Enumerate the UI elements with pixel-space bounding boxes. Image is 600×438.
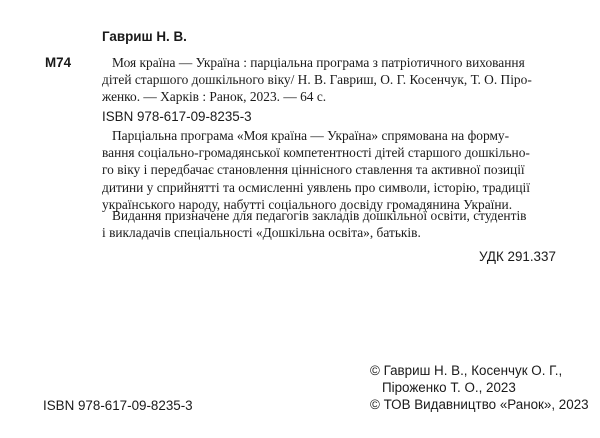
annotation-line: го віку і передбачає становлення ціннісного ставлення та активної позиції	[102, 162, 525, 178]
annotation-line: Видання призначене для педагогів закладів дошкільної освіти, студентів	[112, 208, 527, 223]
annotation-line: і викладачів спеціальності «Дошкільна освіта», батьків.	[102, 225, 421, 241]
isbn-bottom: ISBN 978-617-09-8235-3	[43, 398, 193, 413]
copyright-line: © Гавриш Н. В., Косенчук О. Г.,	[370, 363, 563, 378]
author-heading: Гавриш Н. В.	[102, 29, 187, 44]
annotation-line: дитини у сприйнятті та осмисленні уявлень про символи, історію, традиції	[102, 179, 530, 195]
copyright-block	[370, 362, 589, 414]
description-line: женко. — Харків : Ранок, 2023. — 64 с.	[102, 89, 327, 105]
copyright-line: Піроженко Т. О., 2023	[382, 380, 516, 396]
description-line: Моя країна — Україна : парціальна програма з патріотичного виховання	[112, 55, 525, 70]
annotation-line: українського народу, набутті соціального досвіду громадянина України.	[102, 196, 513, 212]
bibliographic-description	[102, 54, 564, 106]
copyright-line: © ТОВ Видавництво «Ранок», 2023	[370, 397, 589, 413]
description-line: дітей старшого дошкільного віку/ Н. В. Гавриш, О. Г. Косенчук, Т. О. Піро-	[102, 72, 532, 88]
annotation-line: вання соціально-громадянської компетентності дітей старшого дошкільно-	[102, 145, 530, 161]
annotation-paragraph-1	[102, 127, 567, 213]
annotation-line: Парціальна програма «Моя країна — Україна» спрямована на форму-	[112, 128, 510, 143]
classification-code: М74	[45, 55, 72, 70]
isbn-top: ISBN 978-617-09-8235-3	[102, 109, 252, 124]
annotation-paragraph-2	[102, 207, 567, 241]
udc-code: УДК 291.337	[479, 249, 556, 264]
